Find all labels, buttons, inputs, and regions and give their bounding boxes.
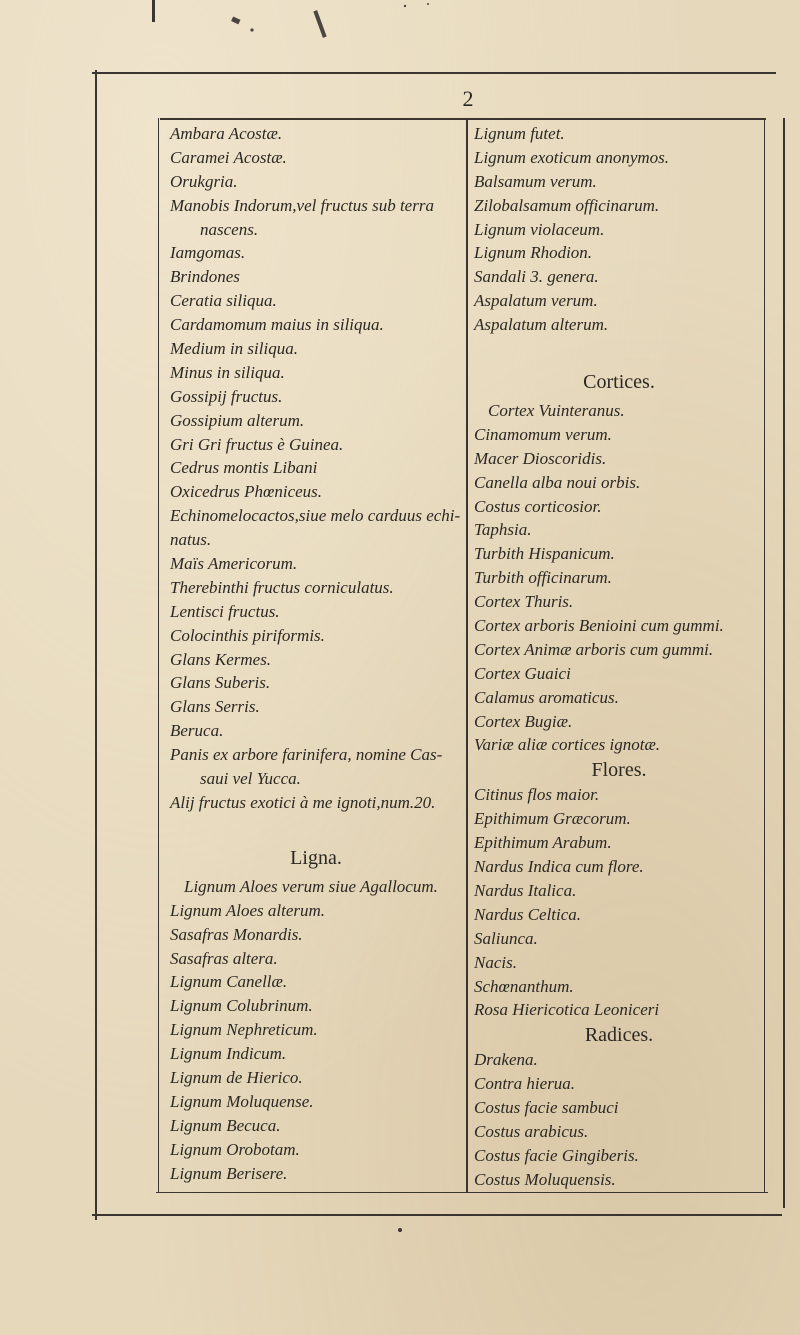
list-item: Orukgria. (170, 171, 238, 191)
bottom-ink-dot (398, 1228, 402, 1232)
section-heading-ligna: Ligna. (290, 846, 342, 869)
list-item: Turbith officinarum. (474, 568, 612, 588)
list-item: Cortex Thuris. (474, 592, 574, 612)
list-item: Maïs Americorum. (170, 554, 298, 574)
list-item: Nardus Italica. (474, 880, 577, 900)
list-item: Lignum Aloes alterum. (170, 900, 326, 920)
list-item: Cortex Animæ arboris cum gummi. (474, 639, 714, 659)
list-item: Nardus Indica cum flore. (474, 857, 644, 877)
list-item: Minus in siliqua. (170, 362, 285, 382)
list-item: Lignum Nephreticum. (170, 1020, 318, 1040)
list-item: Ceratia siliqua. (170, 291, 277, 311)
list-item: Lignum de Hierico. (170, 1067, 303, 1087)
list-item: Sasafras altera. (170, 948, 278, 968)
list-item: Lignum Orobotam. (170, 1139, 300, 1159)
list-item: Lignum Aloes verum siue Agallocum. (184, 876, 438, 896)
list-item: Alij fructus exotici à me ignoti,num.20. (170, 792, 436, 812)
table-bottom-rule (156, 1192, 768, 1193)
right-column (474, 122, 764, 1192)
table-top-rule (160, 118, 766, 120)
list-item: Brindones (170, 267, 240, 287)
list-item: Cinamomum verum. (474, 424, 612, 444)
list-item: Gri Gri fructus è Guinea. (170, 434, 344, 454)
list-item: Lignum exoticum anonymos. (474, 147, 670, 167)
list-item: Therebinthi fructus corniculatus. (170, 577, 394, 597)
list-item: Costus facie sambuci (474, 1098, 619, 1118)
list-item: Lignum Canellæ. (170, 972, 288, 992)
left-column (170, 122, 462, 1185)
list-item: Canella alba noui orbis. (474, 472, 641, 492)
list-item: Lignum violaceum. (474, 219, 605, 239)
list-item: Rosa Hiericotica Leoniceri (474, 1000, 660, 1020)
table-left-rule (158, 118, 159, 1192)
list-item: Cortex Guaici (474, 663, 571, 683)
list-item: Iamgomas. (170, 243, 246, 263)
list-item: Manobis Indorum,vel fructus sub terra (170, 195, 434, 215)
list-item: Lignum Colubrinum. (170, 996, 313, 1016)
list-item: Echinomelocactos,siue melo carduus echi- (170, 506, 461, 526)
frame-bottom-rule (92, 1214, 782, 1216)
list-item: Saliunca. (474, 928, 538, 948)
section-heading-radices: Radices. (584, 1024, 654, 1047)
list-item: Sandali 3. genera. (474, 267, 599, 287)
list-item: Sasafras Monardis. (170, 924, 303, 944)
list-item: Taphsia. (474, 520, 532, 540)
list-item: Variæ aliæ cortices ignotæ. (474, 735, 661, 755)
list-item-continuation: nascens. (200, 219, 259, 239)
list-item: Citinus flos maior. (474, 785, 600, 805)
list-item: Glans Suberis. (170, 673, 271, 693)
list-item: Contra hierua. (474, 1074, 576, 1094)
list-item: Oxicedrus Phœniceus. (170, 482, 323, 502)
list-item: Panis ex arbore farinifera, nomine Cas- (170, 745, 443, 765)
list-item: Turbith Hispanicum. (474, 544, 615, 564)
list-item: Lignum Becuca. (170, 1115, 281, 1135)
list-item: Costus arabicus. (474, 1121, 589, 1141)
list-item-continuation: natus. (170, 530, 212, 550)
list-item: Glans Serris. (170, 697, 260, 717)
list-item: Lignum Indicum. (170, 1044, 287, 1064)
list-item: Gossipium alterum. (170, 410, 305, 430)
list-item: Epithimum Græcorum. (474, 809, 631, 829)
section-heading-cortices: Cortices. (583, 371, 655, 394)
column-divider (466, 118, 468, 1192)
list-item: Schœnanthum. (474, 976, 574, 996)
list-item: Colocinthis piriformis. (170, 625, 325, 645)
table-right-rule (764, 118, 765, 1192)
list-item: Lentisci fructus. (170, 601, 280, 621)
list-item-continuation: saui vel Yucca. (200, 769, 301, 789)
list-item: Aspalatum verum. (474, 291, 598, 311)
list-item: Cortex arboris Benioini cum gummi. (474, 616, 724, 636)
frame-top-rule (92, 72, 776, 74)
frame-left-rule (95, 70, 97, 1220)
list-item: Lignum futet. (474, 124, 565, 143)
list-item: Costus corticosior. (474, 496, 602, 516)
list-item: Cortex Bugiæ. (474, 711, 573, 731)
list-item: Medium in siliqua. (170, 339, 298, 359)
list-item: Caramei Acostæ. (170, 147, 287, 167)
list-item: Ambara Acostæ. (170, 124, 283, 143)
list-item: Cortex Vuinteranus. (488, 401, 625, 421)
list-item: Nardus Celtica. (474, 904, 582, 924)
list-item: Cardamomum maius in siliqua. (170, 315, 384, 335)
list-item: Lignum Rhodion. (474, 243, 593, 263)
list-item: Lignum Moluquense. (170, 1091, 314, 1111)
list-item: Drakena. (474, 1050, 538, 1070)
section-heading-flores: Flores. (591, 759, 647, 782)
list-item: Zilobalsamum officinarum. (474, 195, 660, 215)
list-item: Cedrus montis Libani (170, 458, 318, 478)
list-item: Costus Moluquensis. (474, 1169, 616, 1189)
list-item: Epithimum Arabum. (474, 833, 612, 853)
frame-right-rule (783, 118, 785, 1208)
list-item: Aspalatum alterum. (474, 315, 609, 335)
list-item: Costus facie Gingiberis. (474, 1145, 639, 1165)
list-item: Macer Dioscoridis. (474, 448, 607, 468)
list-item: Balsamum verum. (474, 171, 597, 191)
list-item: Lignum Berisere. (170, 1163, 288, 1183)
top-edge-specks (0, 0, 800, 60)
list-item: Glans Kermes. (170, 649, 272, 669)
list-item: Calamus aromaticus. (474, 687, 619, 707)
list-item: Gossipij fructus. (170, 386, 283, 406)
list-item: Nacis. (474, 952, 517, 972)
page-number: 2 (462, 86, 474, 111)
list-item: Beruca. (170, 721, 224, 741)
